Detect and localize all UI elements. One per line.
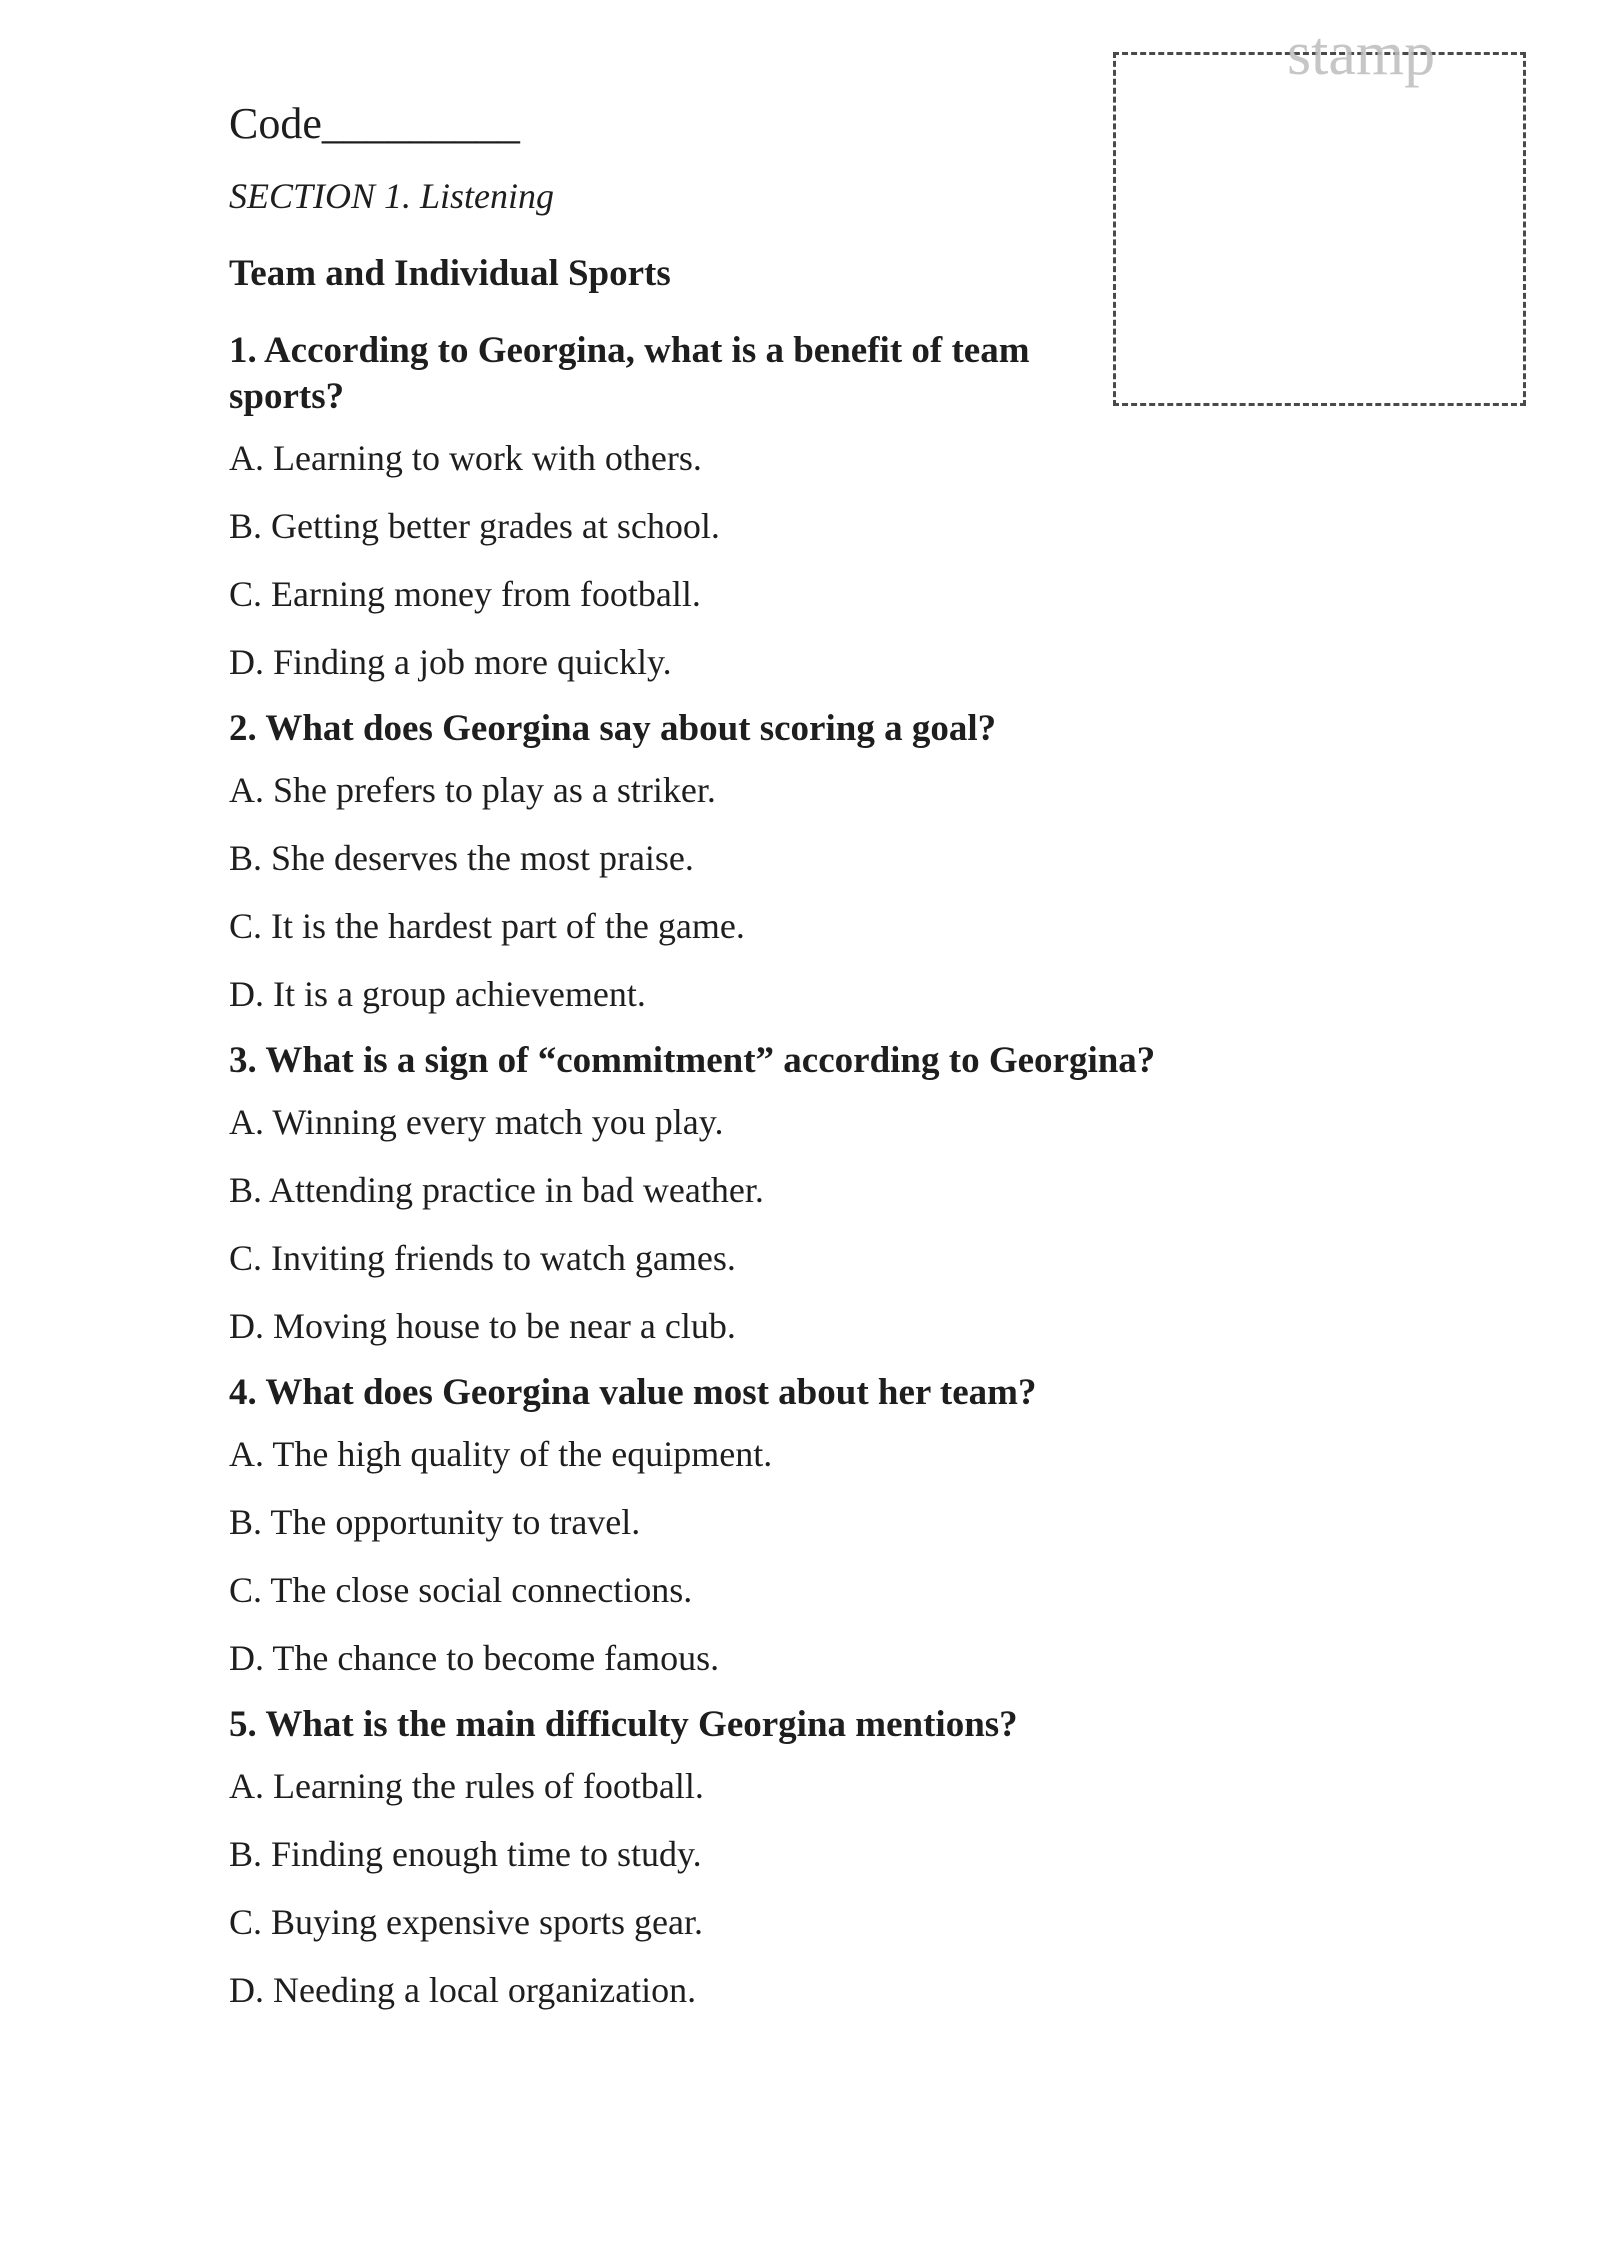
section-heading: SECTION 1. Listening — [229, 176, 555, 216]
question-5-option-b: B. Finding enough time to study. — [229, 1834, 702, 1874]
question-1-option-a: A. Learning to work with others. — [229, 438, 702, 478]
question-5-option-a: A. Learning the rules of football. — [229, 1766, 704, 1806]
question-4-option-d: D. The chance to become famous. — [229, 1638, 720, 1678]
question-3-option-b: B. Attending practice in bad weather. — [229, 1170, 764, 1210]
question-1-option-c: C. Earning money from football. — [229, 574, 701, 614]
question-4-option-c: C. The close social connections. — [229, 1570, 693, 1610]
question-3-option-c: C. Inviting friends to watch games. — [229, 1238, 736, 1278]
question-5-option-c: C. Buying expensive sports gear. — [229, 1902, 703, 1942]
question-2: 2. What does Georgina say about scoring a goal? — [229, 708, 997, 749]
question-block-3 — [229, 1038, 1189, 1350]
question-5-option-d: D. Needing a local organization. — [229, 1970, 697, 2010]
question-block-4 — [229, 1370, 1189, 1682]
question-1-option-b: B. Getting better grades at school. — [229, 506, 720, 546]
question-3-option-d: D. Moving house to be near a club. — [229, 1306, 736, 1346]
question-3-option-a: A. Winning every match you play. — [229, 1102, 724, 1142]
question-1: 1. According to Georgina, what is a benefit of team sports? — [229, 330, 1030, 417]
page-title: Team and Individual Sports — [229, 253, 671, 294]
question-2-option-b: B. She deserves the most praise. — [229, 838, 694, 878]
question-2-option-d: D. It is a group achievement. — [229, 974, 646, 1014]
question-4: 4. What does Georgina value most about her team? — [229, 1372, 1037, 1413]
document-content — [229, 94, 1189, 2034]
question-4-option-b: B. The opportunity to travel. — [229, 1502, 641, 1542]
question-block-5 — [229, 1702, 1189, 2014]
question-3: 3. What is a sign of “commitment” according to Georgina? — [229, 1040, 1156, 1081]
question-5: 5. What is the main difficulty Georgina mentions? — [229, 1704, 1018, 1745]
code-field-label: Code_________ — [229, 99, 520, 148]
question-2-option-c: C. It is the hardest part of the game. — [229, 906, 745, 946]
question-block-2 — [229, 706, 1189, 1018]
stamp-label: stamp — [1287, 20, 1436, 88]
question-2-option-a: A. She prefers to play as a striker. — [229, 770, 716, 810]
question-4-option-a: A. The high quality of the equipment. — [229, 1434, 773, 1474]
question-block-1 — [229, 328, 1189, 686]
question-1-option-d: D. Finding a job more quickly. — [229, 642, 672, 682]
